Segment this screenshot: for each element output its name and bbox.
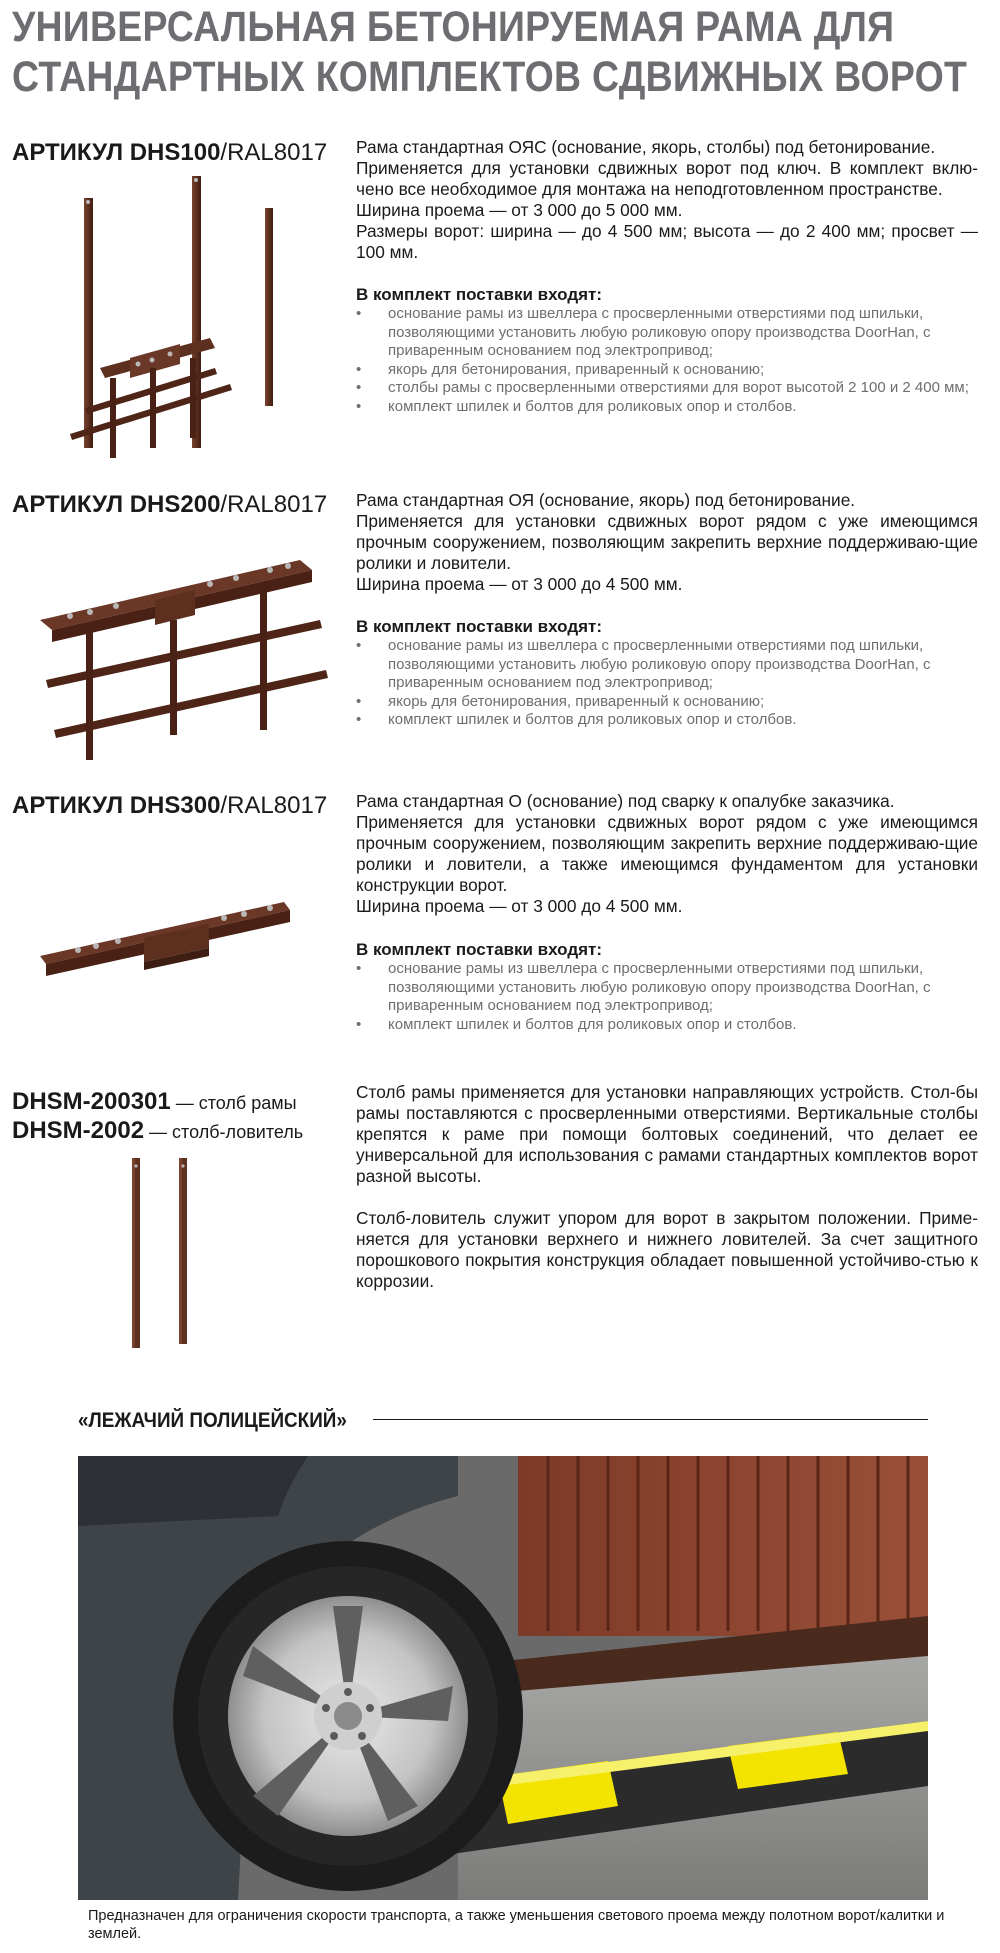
dhs100-kit-title: В комплект поставки входят:	[356, 285, 603, 304]
post-catcher-title	[12, 1117, 303, 1146]
description-line: Применяется для установки сдвижных ворот рядом с уже имеющимся прочным сооружением, позволяющим закрепить верхние поддерживаю-щие ролики и ловители.	[356, 511, 978, 573]
dhs200-kit-title: В комплект поставки входят:	[356, 617, 603, 636]
heading-divider	[373, 1419, 928, 1420]
article-title-dhs200	[12, 491, 327, 519]
article-code: DHS200	[129, 491, 221, 518]
post-code: DHSM-200301	[12, 1088, 171, 1115]
kit-item: • основание рамы из швеллера с просверленными отверстиями под шпильки, позволяющими установить любую роликовую опору производства DoorHan, с приваренным основанием под электропривод;	[356, 305, 984, 361]
article-suffix: /RAL8017	[220, 491, 328, 518]
frame-dhs300-illustration	[34, 880, 304, 990]
kit-item: • комплект шпилек и болтов для роликовых опор и столбов.	[356, 711, 984, 730]
kit-item: • комплект шпилек и болтов для роликовых опор и столбов.	[356, 1016, 984, 1035]
dhs200-kit-list	[356, 637, 984, 730]
description-line: Размеры ворот: ширина — до 4 500 мм; высота — до 2 400 мм; просвет — 100 мм.	[356, 221, 978, 262]
kit-item: • основание рамы из швеллера с просверленными отверстиями под шпильки, позволяющими установить любую роликовую опору производства DoorHan, с приваренным основанием под электропривод;	[356, 637, 984, 693]
frame-dhs100-illustration	[40, 168, 340, 468]
post-frame-title	[12, 1088, 297, 1117]
post-code: DHSM-2002	[12, 1117, 145, 1144]
article-code: DHS100	[129, 139, 221, 166]
dhs300-kit-title: В комплект поставки входят:	[356, 940, 603, 959]
dhs100-description	[356, 137, 978, 263]
description-line: Ширина проема — от 3 000 до 4 500 мм.	[356, 574, 683, 594]
kit-item: • комплект шпилек и болтов для роликовых опор и столбов.	[356, 398, 984, 417]
article-prefix: АРТИКУЛ	[12, 139, 130, 166]
description-line: Ширина проема — от 3 000 до 5 000 мм.	[356, 200, 683, 220]
article-title-dhs300	[12, 792, 327, 820]
kit-item: • якорь для бетонирования, приваренный к основанию;	[356, 693, 984, 712]
post-label: — столб рамы	[170, 1093, 297, 1113]
article-suffix: /RAL8017	[220, 139, 328, 166]
kit-item: • якорь для бетонирования, приваренный к основанию;	[356, 361, 984, 380]
dhs100-kit-list	[356, 305, 984, 416]
page-title	[12, 2, 968, 102]
article-prefix: АРТИКУЛ	[12, 792, 130, 819]
article-code: DHS300	[129, 792, 221, 819]
article-prefix: АРТИКУЛ	[12, 491, 130, 518]
description-line: Рама стандартная О (основание) под сварку к опалубке заказчика.	[356, 791, 895, 811]
article-title-dhs100	[12, 139, 327, 167]
dhs300-description	[356, 791, 978, 917]
post-label: — столб-ловитель	[144, 1122, 304, 1142]
speed-bump-heading: «ЛЕЖАЧИЙ ПОЛИЦЕЙСКИЙ»	[78, 1409, 347, 1432]
speed-bump-caption: Предназначен для ограничения скорости транспорта, а также уменьшения светового проема между полотном ворот/калитки и землей.	[88, 1908, 945, 1942]
posts-description	[356, 1082, 978, 1292]
dhs300-kit-list	[356, 960, 984, 1034]
article-suffix: /RAL8017	[220, 792, 328, 819]
kit-item: • столбы рамы с просверленными отверстиями для ворот высотой 2 100 и 2 400 мм;	[356, 379, 984, 398]
posts-paragraph: Столб рамы применяется для установки направляющих устройств. Стол-бы рамы поставляются с просверленными отверстиями. Вертикальные столбы крепятся к раме при помощи болтовых соединений, что делает ее универсальной для использования с рамами стандартных комплектов ворот разной высоты.	[356, 1082, 978, 1186]
description-line: Применяется для установки сдвижных ворот под ключ. В комплект вклю-чено все необходимое для монтажа на неподготовленном пространстве.	[356, 158, 978, 199]
frame-dhs200-illustration	[20, 530, 340, 770]
kit-item: • основание рамы из швеллера с просверленными отверстиями под шпильки, позволяющими установить любую роликовую опору производства DoorHan, с приваренным основанием под электропривод;	[356, 960, 984, 1016]
description-line: Применяется для установки сдвижных ворот рядом с уже имеющимся прочным сооружением, позволяющим закрепить верхние поддерживаю-щие ролики и ловители, а также имеющимся фундаментом для установки конструкции ворот.	[356, 812, 978, 895]
posts-paragraph: Столб-ловитель служит упором для ворот в закрытом положении. Приме-няется для установки верхнего и нижнего ловителей. За счет защитного порошкового покрытия конструкция обладает повышенной устойчиво-стью к коррозии.	[356, 1208, 978, 1291]
dhs200-description	[356, 490, 978, 595]
page-title-line-2: СТАНДАРТНЫХ КОМПЛЕКТОВ СДВИЖНЫХ ВОРОТ	[12, 53, 968, 101]
description-line: Рама стандартная ОЯС (основание, якорь, столбы) под бетонирование.	[356, 137, 936, 157]
page-title-line-1: УНИВЕРСАЛЬНАЯ БЕТОНИРУЕМАЯ РАМА ДЛЯ	[12, 3, 895, 51]
posts-illustration	[122, 1154, 202, 1354]
speed-bump-photo	[78, 1456, 928, 1900]
description-line: Рама стандартная ОЯ (основание, якорь) под бетонирование.	[356, 490, 856, 510]
description-line: Ширина проема — от 3 000 до 4 500 мм.	[356, 896, 683, 916]
